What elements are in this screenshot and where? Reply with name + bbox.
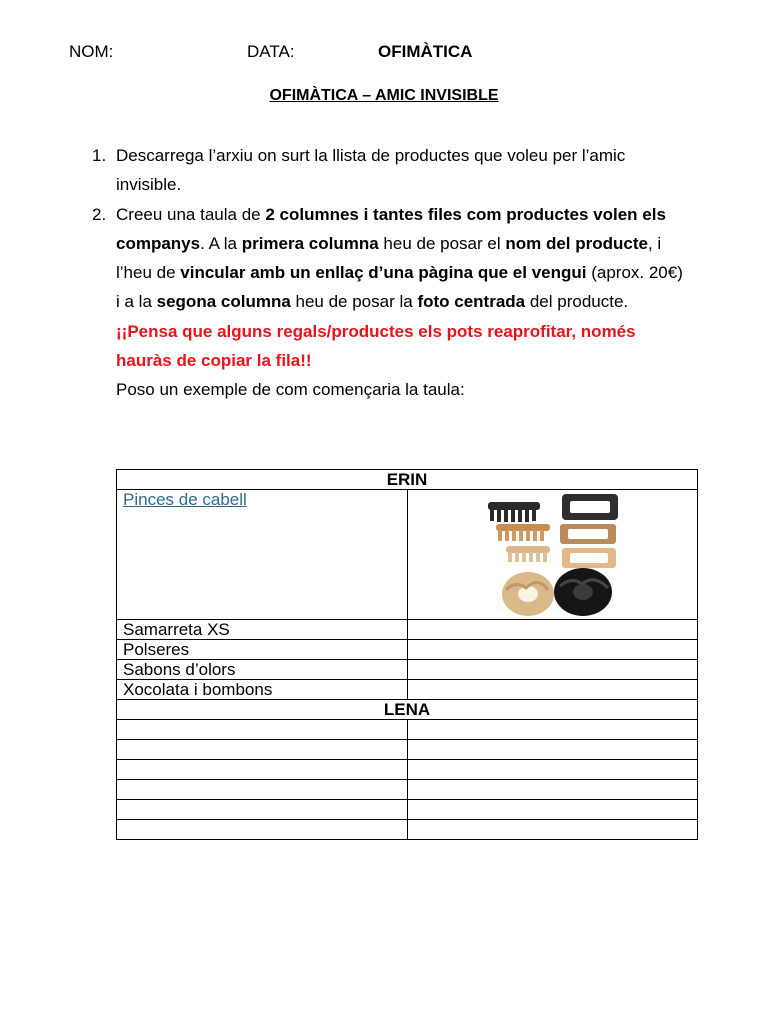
instructions-list (88, 141, 688, 405)
warning-text: ¡¡Pensa que alguns regals/productes els pots reaprofitar, només hauràs de copiar la fila!! (116, 321, 636, 371)
empty-cell (407, 800, 698, 820)
photo-cell (407, 640, 698, 660)
product-name-cell: Xocolata i bombons (117, 680, 408, 700)
instruction-text: . A la (200, 233, 242, 253)
table-cell-photo (407, 490, 698, 620)
product-name-cell: Polseres (117, 640, 408, 660)
section-header-lena: LENA (117, 700, 698, 720)
table-row (117, 620, 698, 640)
empty-cell (117, 780, 408, 800)
empty-cell (117, 720, 408, 740)
products-table (116, 469, 698, 840)
table-row (117, 780, 698, 800)
product-photo (414, 490, 692, 619)
instruction-bold: vincular amb un enllaç d’una pàgina que el vengui (180, 263, 587, 283)
photo-cell (407, 660, 698, 680)
name-label: NOM: (69, 42, 114, 61)
photo-cell (407, 620, 698, 640)
empty-cell (407, 780, 698, 800)
date-label: DATA: (247, 42, 295, 61)
empty-cell (117, 800, 408, 820)
list-item (88, 200, 688, 317)
instruction-bold: foto centrada (417, 292, 526, 312)
instruction-bold: nom del producte (505, 233, 648, 253)
empty-cell (407, 760, 698, 780)
instruction-text: heu de posar el (378, 233, 506, 253)
table-row (117, 820, 698, 840)
instruction-text: (aprox. 20€) i a la (116, 263, 683, 312)
list-number: 1. (92, 146, 107, 165)
table-row (117, 720, 698, 740)
instruction-text: Descarrega l’arxiu on surt la llista de productes que voleu per l’amic invisible. (116, 146, 626, 195)
list-item (88, 141, 688, 200)
table-row (117, 760, 698, 780)
instruction-text: , i l’heu de (116, 233, 662, 283)
section-header-erin: ERIN (117, 470, 698, 490)
warning-line (88, 317, 688, 376)
product-link[interactable]: Pinces de cabell (123, 490, 247, 509)
empty-cell (407, 740, 698, 760)
table-row (117, 800, 698, 820)
product-name-cell: Samarreta XS (117, 620, 408, 640)
table-row (117, 680, 698, 700)
hair-clips-image (486, 490, 626, 619)
product-name-cell: Sabons d’olors (117, 660, 408, 680)
empty-cell (117, 820, 408, 840)
photo-cell (407, 680, 698, 700)
table-row (117, 640, 698, 660)
instruction-bold: 2 columnes i tantes files com productes volen els companys (116, 204, 666, 253)
instruction-text: Creeu una taula de (116, 204, 266, 224)
document-title: OFIMÀTICA – AMIC INVISIBLE (269, 87, 499, 104)
list-number: 2. (92, 204, 107, 224)
empty-cell (117, 760, 408, 780)
example-line (88, 375, 688, 404)
instruction-text: del producte. (525, 292, 629, 312)
example-intro: Poso un exemple de com començaria la taula: (116, 380, 465, 400)
subject-label: OFIMÀTICA (378, 42, 473, 61)
instruction-text: heu de posar la (290, 292, 418, 312)
empty-cell (407, 820, 698, 840)
table-row (117, 740, 698, 760)
table-cell-product (117, 490, 408, 620)
instruction-bold: primera columna (241, 233, 379, 253)
empty-cell (407, 720, 698, 740)
instruction-bold: segona columna (156, 292, 291, 312)
empty-cell (117, 740, 408, 760)
table-row (117, 660, 698, 680)
